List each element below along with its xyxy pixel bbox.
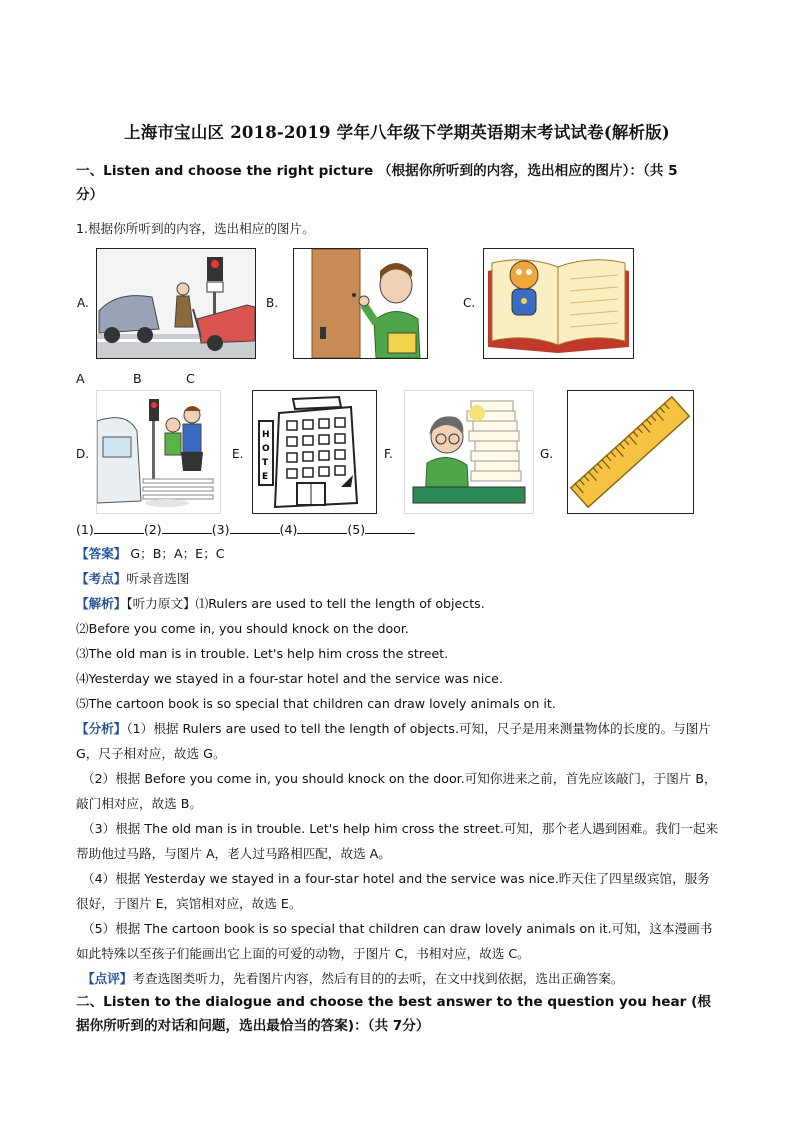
- picture-label-d: D.: [76, 447, 90, 461]
- answer-label: 【答案】: [76, 546, 127, 561]
- fenxi-paragraph: [76, 716, 721, 766]
- answer-text: G；B；A；E；C: [126, 546, 225, 561]
- section-1-heading-line-1: 一、Listen and choose the right picture （根据你所听到的内容，选出相应的图片）：（共 5: [76, 163, 678, 179]
- blank-5[interactable]: [365, 521, 415, 534]
- blank-1[interactable]: [94, 521, 144, 534]
- caption-b: B: [133, 371, 142, 386]
- script-line-3: ⑶The old man is in trouble. Let's help him cross the street.: [76, 646, 449, 661]
- blank-label-4: (4): [279, 522, 298, 537]
- girl-with-books-icon: [404, 390, 534, 514]
- jiexi-text: 【听力原文】⑴Rulers are used to tell the length of objects.: [126, 596, 485, 611]
- fenxi-text: （1）根据 Rulers are used to tell the length of objects.可知，尺子是用来测量物体的长度的。与图片 G，尺子相对应，故选 G。: [76, 721, 711, 761]
- svg-text:H: H: [262, 430, 270, 440]
- caption-c: C: [186, 371, 195, 386]
- picture-row-caption: [76, 371, 726, 387]
- analysis-3: （3）根据 The old man is in trouble. Let's help him cross the street.可知，那个老人遇到困难。我们一起来帮助他过马路，与图片 A，老人过马路相匹配，故选 A。: [76, 821, 719, 861]
- ruler-icon: [567, 390, 694, 514]
- script-line-5: ⑸The cartoon book is so special that children can draw lovely animals on it.: [76, 696, 556, 711]
- jiexi-label: 【解析】: [76, 596, 127, 611]
- children-crossing-road-icon: [96, 390, 221, 514]
- hotel-building-icon: [252, 390, 377, 514]
- blank-2[interactable]: [162, 521, 212, 534]
- analysis-4: （4）根据 Yesterday we stayed in a four-star hotel and the service was nice.昨天住了四星级宾馆，服务很好，于图片 E，宾馆相对应，故选 E。: [76, 871, 710, 911]
- script-line-4: ⑷Yesterday we stayed in a four-star hotel and the service was nice.: [76, 671, 503, 686]
- answer-line: [76, 546, 726, 562]
- kaodian-text: 听录音选图: [126, 571, 190, 586]
- section-2-heading: 二、Listen to the dialogue and choose the best answer to the question you hear (根据你所听到的对话和问题，选出最恰当的答案)：（共 7分）: [76, 994, 711, 1034]
- analysis-5: （5）根据 The cartoon book is so special that children can draw lovely animals on it.可知，这本漫画书如此特殊以至孩子们能画出它上面的可爱的动物，于图片 C，书相对应，故选 C。: [76, 921, 713, 961]
- blank-3[interactable]: [230, 521, 280, 534]
- svg-text:O: O: [262, 444, 270, 454]
- blank-label-3: (3): [211, 522, 230, 537]
- script-line-2: ⑵Before you come in, you should knock on the door.: [76, 621, 409, 636]
- dianping-label: 【点评】: [82, 971, 133, 986]
- blank-4[interactable]: [297, 521, 347, 534]
- svg-text:T: T: [262, 458, 269, 468]
- blank-label-1: (1): [76, 522, 94, 537]
- picture-label-b: B.: [266, 296, 279, 310]
- svg-text:E: E: [262, 472, 269, 482]
- caption-a: A: [76, 371, 85, 386]
- picture-label-g: G.: [540, 447, 554, 461]
- old-man-crossing-street-icon: [96, 248, 256, 359]
- picture-label-e: E.: [232, 447, 244, 461]
- boy-knocking-door-icon: [293, 248, 428, 359]
- fenxi-label: 【分析】: [76, 721, 127, 736]
- section-1-heading-line-2: 分）: [76, 187, 104, 203]
- analysis-2: （2）根据 Before you come in, you should knock on the door.可知你进来之前，首先应该敲门，于图片 B，敲门相对应，故选 B。: [76, 771, 717, 811]
- kaodian-line: [76, 571, 726, 587]
- picture-label-a: A.: [77, 296, 89, 310]
- picture-label-f: F.: [384, 447, 393, 461]
- picture-label-c: C.: [463, 296, 476, 310]
- page-title: 上海市宝山区 2018-2019 学年八年级下学期英语期末考试试卷(解析版): [124, 123, 670, 142]
- section-1-heading: [76, 159, 721, 207]
- answer-blanks: [76, 521, 726, 538]
- question-1: 1.根据你所听到的内容，选出相应的图片。: [76, 221, 315, 236]
- dianping-paragraph: [76, 966, 721, 991]
- kaodian-label: 【考点】: [76, 571, 127, 586]
- jiexi-line: [76, 596, 726, 612]
- blank-label-2: (2): [143, 522, 162, 537]
- open-book-cartoon-icon: [483, 248, 634, 359]
- blank-label-5: (5): [347, 522, 366, 537]
- dianping-text: 考查选图类听力，先看图片内容，然后有目的的去听，在文中找到依据，选出正确答案。: [132, 971, 624, 986]
